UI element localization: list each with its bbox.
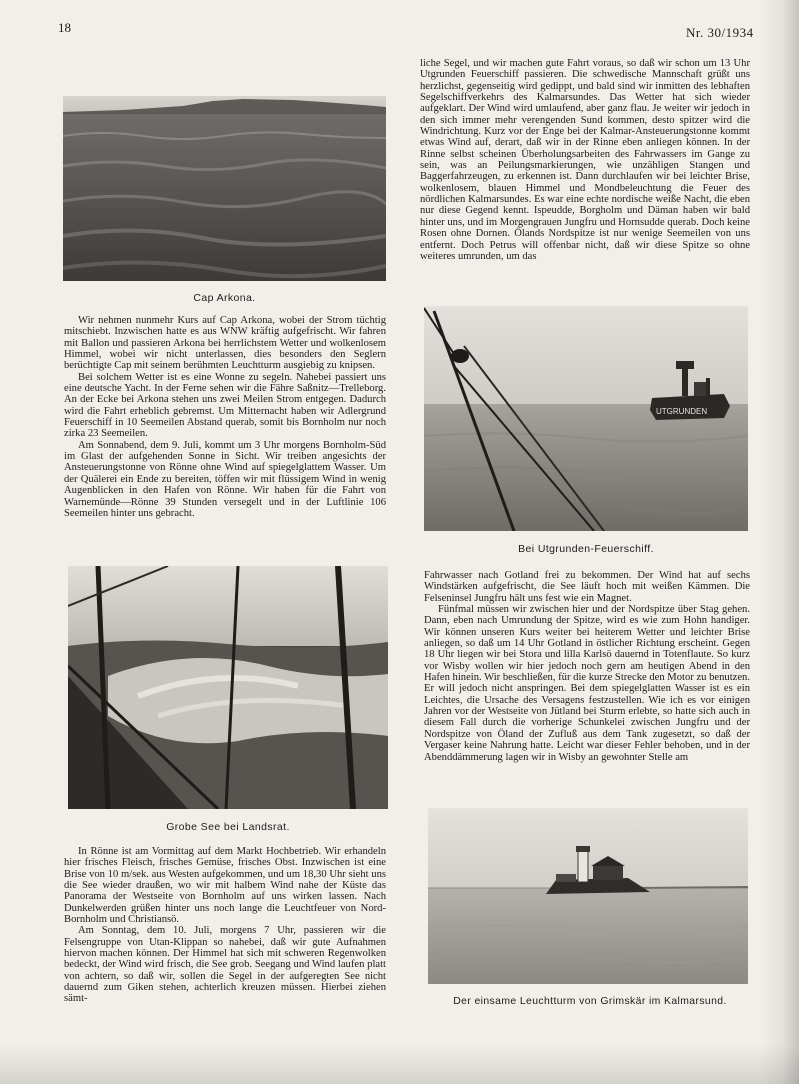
lightship-hull-lettering: UTGRUNDEN [656, 407, 708, 416]
right-column-text-top [420, 58, 750, 262]
issue-number: Nr. 30/1934 [686, 25, 754, 40]
paragraph: Bei solchem Wetter ist es eine Wonne zu segeln. Nahebei passiert uns eine deutsche Yacht. In der Ferne sehen wir die Fähre Saßnitz—Trelleborg. An der Ecke bei Arkona stehen uns zwei Meilen Strom entgegen. Dadurch wird die Fahrt erheblich gebremst. Um Mitternacht haben wir Adlergrund Feuerschiff in 10 Seemeilen Abstand querab, somit bis Bornholm nur noch zirka 23 Seemeilen. [64, 371, 386, 440]
grimskaer-caption: Der einsame Leuchtturm von Grimskär im Kalmarsund. [453, 996, 727, 1007]
left-column-text-top [64, 315, 386, 519]
cap-arkona-photo [63, 96, 386, 281]
paragraph: Am Sonnabend, dem 9. Juli, kommt um 3 Uhr morgens Bornholm-Süd im Glast der aufgehenden Sonne in Sicht. Wir treiben angesichts der Ansteuerungstonne von Rönne ohne Wind auf spiegelglattem Wasser. Um der Quälerei ein Ende zu bereiten, töffen wir mit flüssigem Wind in wenig Augenblicken in den Hafen von Rönne. Wir haben für die Fahrt von Warnemünde—Rönne 39 Stunden versegelt und in der Luftlinie 106 Seemeilen hinter uns gebracht. [64, 439, 386, 519]
utgrunden-caption: Bei Utgrunden-Feuerschiff. [518, 543, 654, 555]
paragraph: In Rönne ist am Vormittag auf dem Markt Hochbetrieb. Wir erhandeln hier frisches Fleisch, frisches Gemüse, frisches Obst. Inzwischen ist eine Brise von 10 m/sek. aus Westen aufgekommen, und um 18,30 Uhr sieht uns die See wieder draußen, wo wir mit halbem Wind nahe der Küste das Panorama der Westseite von Bornholm auf uns wirken lassen. Nach Dunkelwerden grüßen hinter uns noch lange die Leuchtfeuer von Nord-Bornholm und Christiansö. [64, 846, 386, 926]
page-edge-shadow [759, 0, 799, 1084]
cap-arkona-caption: Cap Arkona. [193, 292, 256, 304]
right-column-text-bottom [424, 570, 750, 763]
paragraph: Fahrwasser nach Gotland frei zu bekommen. Der Wind hat auf sechs Windstärken aufgefrischt, die See läuft hoch mit weißen Kämmen. Die Felseninsel Jungfru hält uns fest wie ein Magnet. [424, 570, 750, 604]
paragraph: Wir nehmen nunmehr Kurs auf Cap Arkona, wobei der Strom tüchtig mitschiebt. Inzwischen hatte es aus WNW kräftig aufgefrischt. Wir fahren mit Ballon und passieren Arkona bei herrlichstem Wetter und wolkenlosem Himmel, wobei wir nicht unterlassen, dies besonders den Seglern berüchtigte Cap mit seinem berühmten Leuchtturm ausgiebig zu knipsen. [64, 315, 386, 372]
paragraph: Fünfmal müssen wir zwischen hier und der Nordspitze über Stag gehen. Dann, eben nach Umrundung der Spitze, wird es wie zum Hohn handiger. Wir können unseren Kurs weiter bei heiterem Wetter und leichter Brise anliegen, so daß um 14 Uhr Gotland in östlicher Richtung erscheint. Gegen 18 Uhr liegen wir bei Stora und lilla Karlsö dauernd in Totenflaute. So kurz vor Wisby wollen wir hier jedoch noch gern am heutigen Abend in den Hafen hinein. Wir beschließen, für die kurze Strecke den Motor zu benutzen. Er will jedoch nicht anspringen. Bei dem spiegelglatten Wasser ist es ein Leichtes, die Ursache des Versagens festzustellen. Wie ich es vor einigen Jahren vor der Westseite von Jütland bei Sturm erlebte, so hatte sich auch in diesem Fall durch die vorherige Schunkelei zwischen Jungfru und der Nordspitze von Öland der Zufluß aus dem Tank zugesetzt, so daß der Vergaser keine Nahrung hatte. Leicht war dieser Fehler behoben, und in der Abenddämmerung lagen wir in Wisby an gewohnter Stelle am [424, 604, 750, 763]
paragraph: Am Sonntag, dem 10. Juli, morgens 7 Uhr, passieren wir die Felsengruppe von Utan-Klippan so nahebei, daß wir gute Aufnahmen hiervon machen können. Der Himmel hat sich mit schweren Regenwolken bedeckt, der Wind wird frisch, die See grob. Seegang und Wind laufen platt von achtern, so daß wir, sollen die Segel in der aufgeregten See nicht dauernd zum Giken stehen, achterlich kreuzen müssen. Hierbei ziehen sämt- [64, 925, 386, 1005]
page-bottom-shadow [0, 1044, 799, 1084]
page-number: 18 [58, 20, 71, 35]
grobe-see-caption: Grobe See bei Landsrat. [166, 821, 290, 833]
left-column-text-bottom [64, 846, 386, 1005]
grimskaer-photo [428, 808, 748, 984]
utgrunden-photo [424, 306, 748, 531]
grobe-see-photo [68, 566, 388, 809]
paragraph: liche Segel, und wir machen gute Fahrt voraus, so daß wir schon um 13 Uhr Utgrunden Feuerschiff passieren. Die schwedische Mannschaft grüßt uns herzlichst, gegenseitig wird gedippt, und bald sind wir inmitten des lebhaften Segelschiffverkehrs des Kalmarsundes. Das Wetter hat sich wieder aufgeklart. Der Wind wird umlaufend, aber ganz flau. Je weiter wir jedoch in den sich immer mehr verengenden Sund kommen, desto spitzer wird die Windrichtung. Kurz vor der Enge bei der Kalmar-Ansteuerungstonne kommt etwas Wind auf, derart, daß wir in der Rinne eben anliegen können. In der Rinne selbst scheinen Überholungsarbeiten des Fahrwassers im Gange zu sein, was an Peilungsmarkierungen, wie unzähligen Stangen und Baggerfahrzeugen, zu erkennen ist. Dann durchlaufen wir bei leichter Brise, wolkenlosem, blauen Himmel und Mondbeleuchtung die Feuer des nördlichen Kalmarsundes. Es war eine echte nordische weiße Nacht, die eben nur diese Gegend kennt. Ispeudde, Borgholm und Däman haben wir bald hinter uns, und im Morgengrauen Jungfru und Hornsudde querab. Doch keine Rosen ohne Dornen. Ölands Nordspitze ist nur wenige Seemeilen von uns entfernt. Doch Petrus will offenbar nicht, daß wir diese Spitze so ohne weiteres umrunden, um das [420, 58, 750, 262]
